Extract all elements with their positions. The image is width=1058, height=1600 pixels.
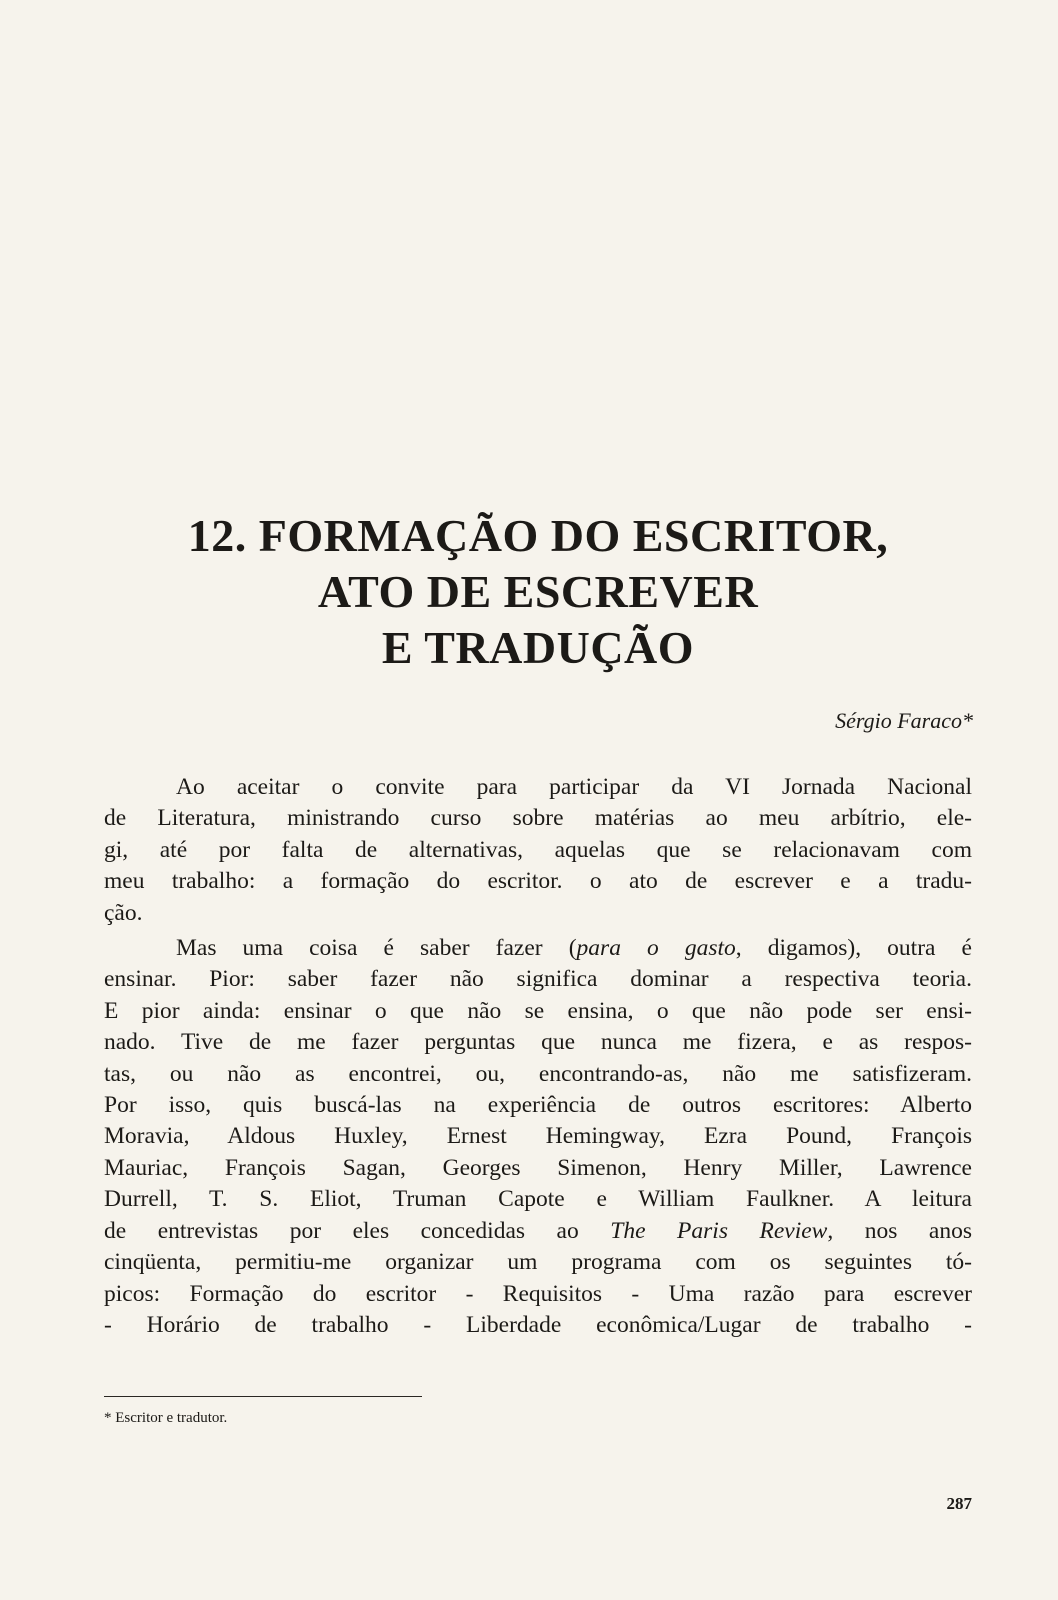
author-byline: Sérgio Faraco* bbox=[835, 708, 973, 733]
paragraph-1 bbox=[104, 772, 972, 929]
paragraph-2-line-5: tas, ou não as encontrei, ou, encontrando-as, não me satisfizeram. bbox=[104, 1060, 972, 1087]
paragraph-2-line-9: Durrell, T. S. Eliot, Truman Capote e William Faulkner. A leitura bbox=[104, 1186, 972, 1213]
paragraph-2-line-10-start: de entrevistas por eles concedidas ao bbox=[104, 1217, 611, 1244]
paragraph-1-line-3: gi, até por falta de alternativas, aquelas que se relacionavam com bbox=[104, 836, 972, 863]
paragraph-2-line-10-end: , nos anos bbox=[827, 1217, 972, 1244]
paragraph-2-line-13: - Horário de trabalho - Liberdade econômica/Lugar de trabalho - bbox=[104, 1311, 972, 1338]
paragraph-1-line-5: ção. bbox=[104, 899, 143, 926]
footnote-divider bbox=[104, 1396, 422, 1397]
paragraph-2-line-6: Por isso, quis buscá-las na experiência de outros escritores: Alberto bbox=[104, 1092, 972, 1119]
paragraph-2-line-4: nado. Tive de me fazer perguntas que nunca me fizera, e as respos- bbox=[104, 1029, 972, 1056]
paragraph-1-line-2: de Literatura, ministrando curso sobre matérias ao meu arbítrio, ele- bbox=[104, 805, 972, 832]
paragraph-2-line-2: ensinar. Pior: saber fazer não significa dominar a respectiva teoria. bbox=[104, 966, 972, 993]
paragraph-2-line-1-start: Mas uma coisa é saber fazer ( bbox=[176, 935, 577, 962]
chapter-title bbox=[100, 508, 976, 676]
paragraph-2 bbox=[104, 933, 972, 1341]
paris-review-title: The Paris Review bbox=[610, 1217, 828, 1244]
paragraph-1-line-1: Ao aceitar o convite para participar da VI Jornada Nacional bbox=[176, 774, 972, 800]
page-number: 287 bbox=[946, 1494, 972, 1513]
paragraph-2-italic-phrase: para o gasto bbox=[576, 935, 736, 962]
paragraph-1-line-4: meu trabalho: a formação do escritor. o ato de escrever e a tradu- bbox=[104, 868, 972, 895]
paragraph-2-line-7: Moravia, Aldous Huxley, Ernest Hemingway, Ezra Pound, François bbox=[104, 1123, 972, 1150]
paragraph-2-line-8: Mauriac, François Sagan, Georges Simenon, Henry Miller, Lawrence bbox=[104, 1154, 972, 1181]
paragraph-2-line-3: E pior ainda: ensinar o que não se ensina, o que não pode ser ensi- bbox=[104, 997, 972, 1024]
chapter-title-line-2: ATO DE ESCREVER bbox=[317, 566, 759, 617]
paragraph-2-line-12: picos: Formação do escritor - Requisitos - Uma razão para escrever bbox=[104, 1280, 972, 1307]
paragraph-2-line-1 bbox=[104, 933, 972, 964]
paragraph-2-line-1-end: , digamos), outra é bbox=[735, 935, 972, 962]
paragraph-2-line-10 bbox=[104, 1216, 972, 1247]
chapter-title-line-3: E TRADUÇÃO bbox=[381, 622, 695, 673]
paragraph-2-line-11: cinqüenta, permitiu-me organizar um programa com os seguintes tó- bbox=[104, 1249, 972, 1276]
footnote: * Escritor e tradutor. bbox=[104, 1410, 228, 1426]
body-text bbox=[104, 772, 972, 1341]
chapter-title-line-1: 12. FORMAÇÃO DO ESCRITOR, bbox=[187, 510, 889, 561]
